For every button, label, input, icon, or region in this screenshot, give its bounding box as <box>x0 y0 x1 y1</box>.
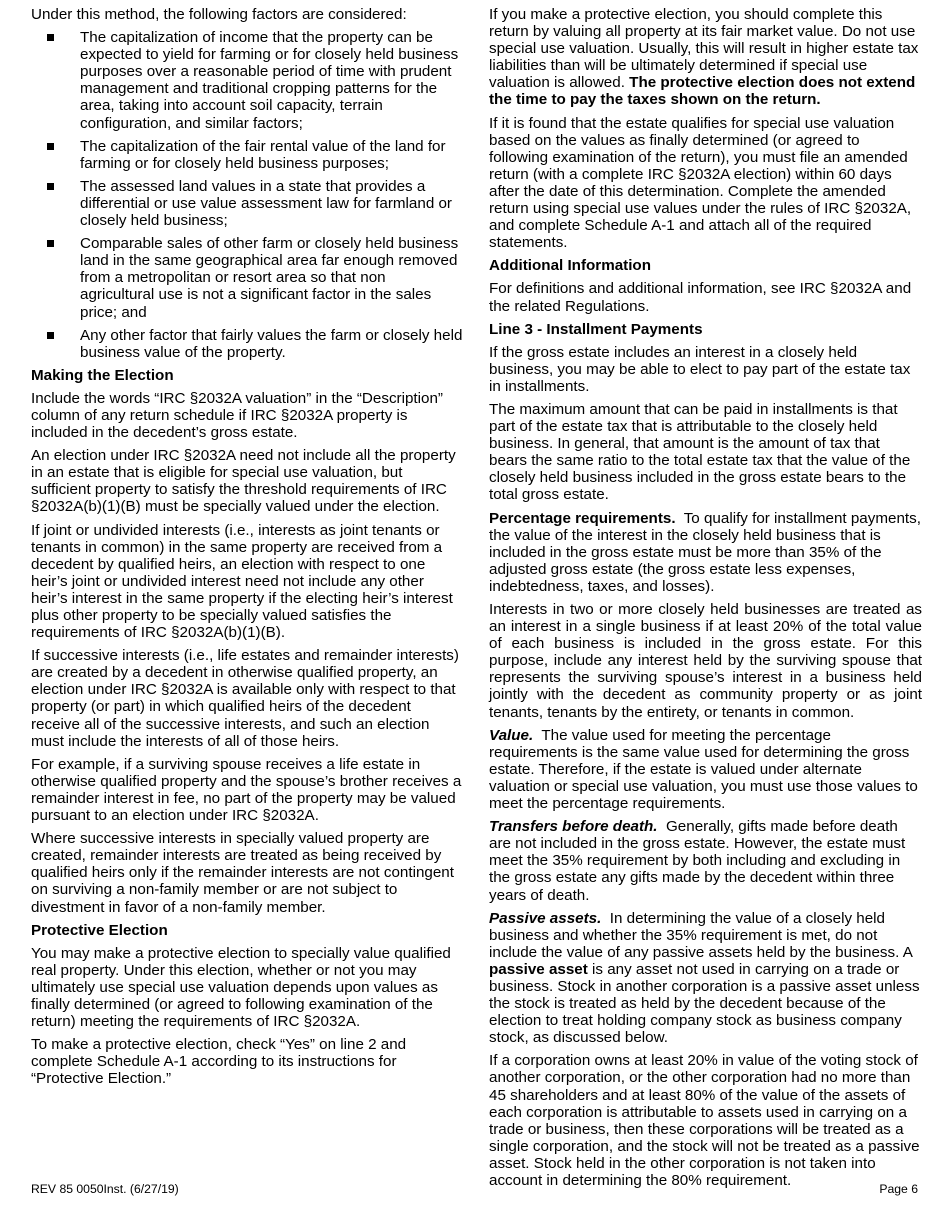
factor-list <box>31 29 463 361</box>
square-bullet-icon <box>47 332 54 339</box>
square-bullet-icon <box>47 240 54 247</box>
paragraph: If joint or undivided interests (i.e., interests as joint tenants or tenants in common) in the same property are received from a decedent by qualified heirs, an election with respect to one heir’s joint or undivided interest need not include any other heir’s interest in the same property if the electing heir’s interest plus other property to be specially valued satisfies the requirements of IRC §2032A(b)(1)(B). <box>31 521 453 642</box>
paragraph: If it is found that the estate qualifies for special use valuation based on the values as finally determined (or agreed to following examination of the return), you must file an amended return (with a complete IRC §2032A election) within 60 days after the date of this determination. Complete the amended return using special use values under the rules of IRC §2032A, and complete Schedule A-1 and attach all of the required statements. <box>489 114 912 252</box>
paragraph: To make a protective election, check “Yes” on line 2 and complete Schedule A-1 according to its instructions for “Protective Election.” <box>31 1036 407 1088</box>
method-intro: Under this method, the following factors are considered: <box>31 6 407 23</box>
run-in-label: Transfers before death. <box>489 818 658 836</box>
paragraph: If you make a protective election, you should complete this return by valuing all property at its fair market value. Do not use special use valuation. Usually, this will result in higher estate tax liabilities than will be ultimately determined if special use valuation is allowed. The protective election does not extend the time to pay the taxes shown on the return. <box>489 6 919 109</box>
list-item: Any other factor that fairly values the farm or closely held business value of the property. <box>31 327 463 361</box>
paragraph: For definitions and additional information, see IRC §2032A and the related Regulations. <box>489 280 912 315</box>
paragraph: If a corporation owns at least 20% in value of the voting stock of another corporation, or the other corporation had no more than 45 shareholders and at least 80% of the value of the assets of each corporation is attributable to assets used in carrying on a trade or business, then these corporations will be treated as a single corporation, and the stock will not be treated as a passive asset. Stock held in the other corporation is not taken into account in determining the 80% requirement. <box>489 1052 920 1189</box>
paragraph: Include the words “IRC §2032A valuation” in the “Description” column of any return schedule if IRC §2032A property is included in the decedent’s gross estate. <box>31 389 443 442</box>
bold-term: passive asset <box>489 960 588 978</box>
list-item: Comparable sales of other farm or closely held business land in the same geographical area far enough removed from a metropolitan or resort area so that non agricultural use is not a significant factor in the sales price; and <box>31 235 463 320</box>
paragraph: For example, if a surviving spouse receives a life estate in otherwise qualified property and the spouse’s brother receives a remainder interest in fee, no part of the property may be valued pursuant to an election under IRC §2032A. <box>31 755 462 825</box>
square-bullet-icon <box>47 143 54 150</box>
run-in-label: Percentage requirements. <box>489 509 676 527</box>
paragraph: Transfers before death. Generally, gifts made before death are not included in the gross estate. However, the estate must meet the 35% requirement by both including and excluding in the gross estate any gifts made by the decedent within three years of death. <box>489 818 906 904</box>
paragraph: An election under IRC §2032A need not include all the property in an estate that is eligible for special use valuation, but sufficient property to satisfy the threshold requirements of IRC §2032A(b)(1)(B) must be specially valued under the election. <box>31 447 456 516</box>
list-item: The capitalization of income that the property can be expected to yield for farming or for closely held business purposes over a reasonable period of time with prudent management and traditional cropping patterns for the area, taking into account soil capacity, terrain configuration, and similar factors; <box>31 29 463 132</box>
paragraph: Percentage requirements. To qualify for installment payments, the value of the interest in the closely held business that is included in the gross estate must be more than 35% of the adjusted gross estate (the gross estate less expenses, indebtedness, taxes, and losses). <box>489 509 921 595</box>
paragraph: You may make a protective election to specially value qualified real property. Under this election, whether or not you may ultimately use special use valuation depends upon values as finally determined (or agreed to following examination of the return) meeting the requirements of IRC §2032A. <box>31 944 451 1031</box>
paragraph: Where successive interests in specially valued property are created, remainder interests are treated as being received by qualified heirs only if the remainder interests are not contingent on surviving a non-family member or are not subject to divestment in favor of a non-family member. <box>31 830 454 916</box>
paragraph: If successive interests (i.e., life estates and remainder interests) are created by a decedent in otherwise qualified property, an election under IRC §2032A is available only with respect to that property (or part) in which qualified heirs of the decedent receive all of the successive interests, and such an election must include the interests of all of those heirs. <box>31 647 459 750</box>
paragraph: Interests in two or more closely held businesses are treated as an interest in a single business if at least 20% of the total value of each business is included in the gross estate. For this purpose, include any interest held by the surviving spouse that represents the surviving spouse’s interest in a business held jointly with the decedent as community property or as joint tenants, tenants by the entirety, or tenants in common. <box>489 601 922 721</box>
list-item: The capitalization of the fair rental value of the land for farming or for closely held business purposes; <box>31 138 463 172</box>
page-number: Page 6 <box>879 1182 918 1196</box>
paragraph: If the gross estate includes an interest in a closely held business, you may be able to elect to pay part of the estate tax in installments. <box>489 343 911 395</box>
paragraph: Passive assets. In determining the value of a closely held business and whether the 35% requirement is met, do not include the value of any passive assets held by the business. A passive asset is any asset not used in carrying on a trade or business. Stock in another corporation is a passive asset unless the stock is treated as held by the decedent because of the election to treat holding company stock as business company stock, as discussed below. <box>489 909 920 1047</box>
run-in-label: Passive assets. <box>489 909 602 927</box>
bold-note: The protective election does not extend the time to pay the taxes shown on the return. <box>489 74 916 109</box>
paragraph: The maximum amount that can be paid in installments is that part of the estate tax that is attributable to the closely held business. In general, that amount is the amount of tax that bears the same ratio to the total estate tax that the value of the closely held business included in the gross estate bears to the total gross estate. <box>489 400 911 504</box>
paragraph: Value. The value used for meeting the percentage requirements is the same value used for determining the gross estate. Therefore, if the estate is valued under alternate valuation or special use valuation, you must use those values to meet the percentage requirements. <box>489 726 918 813</box>
protective-election-heading: Protective Election <box>31 921 168 939</box>
square-bullet-icon <box>47 34 54 41</box>
form-id: REV 85 0050Inst. (6/27/19) <box>31 1182 179 1196</box>
right-column <box>489 6 922 1195</box>
additional-info-heading: Additional Information <box>489 257 651 275</box>
making-election-heading: Making the Election <box>31 366 174 384</box>
list-item: The assessed land values in a state that provides a differential or use value assessment law for farmland or closely held business; <box>31 178 463 229</box>
run-in-label: Value. <box>489 726 534 744</box>
square-bullet-icon <box>47 183 54 190</box>
left-column <box>31 6 463 1093</box>
line3-heading: Line 3 - Installment Payments <box>489 320 703 338</box>
